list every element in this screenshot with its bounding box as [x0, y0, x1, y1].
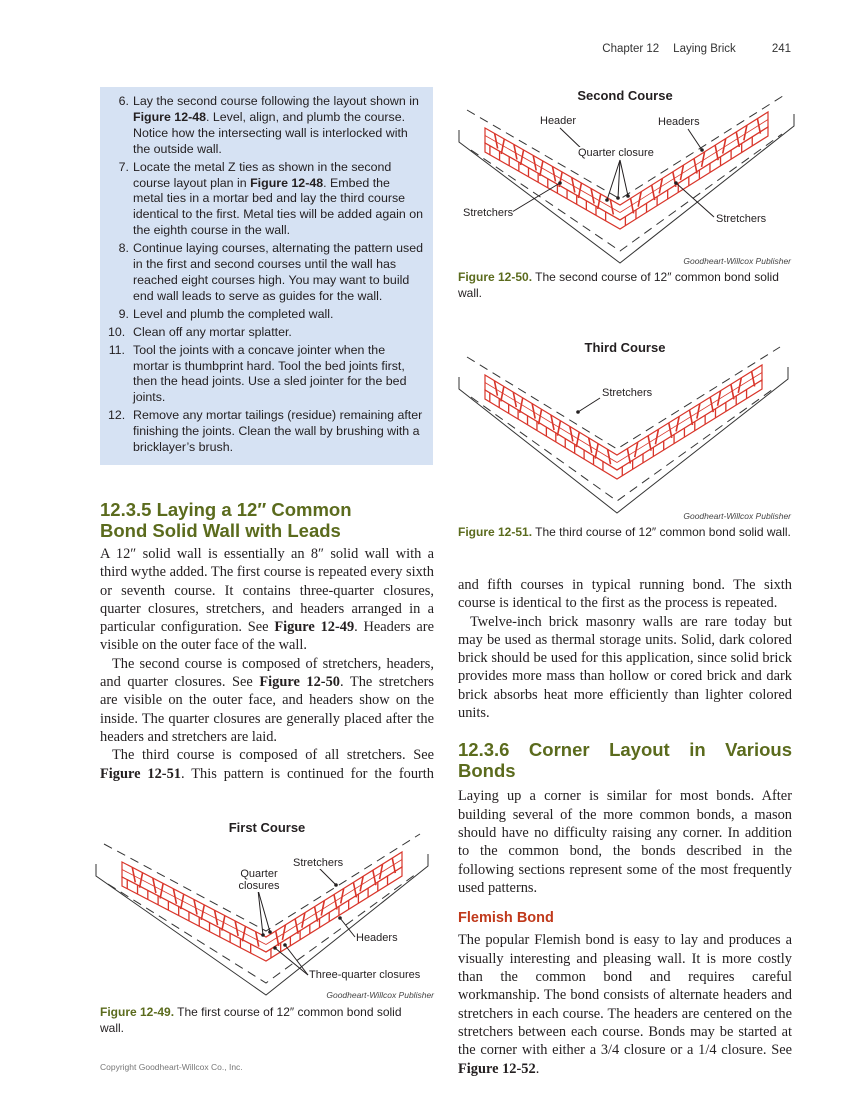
figure-ref: Figure 12-51 — [100, 765, 181, 782]
section-heading-12-3-6: 12.3.6 Corner Layout in Various Bonds — [458, 739, 792, 782]
arrowhead-icon — [605, 198, 609, 202]
procedure-steps-box — [100, 87, 433, 465]
figure-label: Stretchers — [602, 387, 653, 399]
figure-title: Second Course — [577, 88, 673, 103]
arrowhead-icon — [338, 916, 342, 920]
figure-label: Stretchers — [463, 207, 514, 219]
step-item — [108, 408, 423, 456]
figure-title: First Course — [228, 820, 306, 835]
text: . Headers are visible on the outer face of the wall. — [100, 619, 434, 654]
step-number: 9. — [118, 306, 129, 321]
leader-line — [688, 129, 702, 150]
wall-top-face — [485, 112, 768, 220]
step-item — [112, 241, 423, 305]
copyright-footer: Copyright Goodheart-Willcox Co., Inc. — [100, 1062, 243, 1072]
brick-joint — [485, 383, 617, 463]
paragraph: Laying up a corner is similar for most bonds. After building several of the more common bonds, a mason should have no difficulty raising any corner. In addition to the common bond, the bonds described in the following sections represent some of the most frequently used patterns. — [458, 788, 792, 896]
arrowhead-icon — [283, 943, 287, 947]
paragraph — [458, 931, 792, 1077]
brick-joint — [617, 373, 762, 463]
paragraph — [100, 655, 434, 746]
step-text: Continue laying courses, alternating the pattern used in the first and second courses until the wall has reached eight courses high. You may want to build end wall leads to serve as guides for the wall. — [133, 241, 423, 303]
text: . The stretchers are visible on the outer face, and headers show on the inside. The quarter closures are generally placed after the headers and stretchers are laid. — [100, 674, 434, 745]
text: . — [535, 1060, 540, 1077]
step-text: . Level, align, and plumb the course. Notice how the intersecting wall is interlocked with the outside wall. — [133, 109, 408, 156]
section-heading-12-3-5: 12.3.5 Laying a 12″ Common Bond Solid Wall with Leads — [100, 499, 352, 541]
text: . This pattern is continued for the fourth — [180, 765, 434, 782]
figure-label: Three-quarter closures — [309, 969, 421, 981]
caption-text: The third course of 12″ common bond solid wall. — [532, 525, 791, 539]
step-text: . Embed the metal ties in a mortar bed and lay the third course identical to the first. Metal ties will be added again on the eighth course in the wall. — [133, 175, 423, 238]
figure-caption — [100, 1005, 420, 1036]
text: A 12″ solid wall is essentially an 8″ solid wall with a third wythe added. The first course is repeated every sixth or seventh course. It contains three-quarter closures, quarter closures, stretchers, and headers arranged in a particular configuration. See — [100, 546, 434, 636]
step-text: Level and plumb the completed wall. — [133, 306, 334, 321]
page-number: 241 — [771, 43, 791, 55]
figure-label: Headers — [658, 116, 700, 128]
figure-caption — [458, 270, 791, 301]
figure-caption — [458, 525, 791, 541]
figure-label: Quarter closure — [578, 147, 654, 159]
step-text: Remove any mortar tailings (residue) remaining after finishing the joints. Clean the wall by brushing with a bricklayer’s brush. — [133, 408, 423, 455]
arrowhead-icon — [273, 946, 277, 950]
arrowhead-icon — [261, 933, 265, 937]
step-item — [108, 324, 423, 341]
step-number: 8. — [118, 241, 129, 256]
leader-line — [620, 160, 628, 196]
step-text: Clean off any mortar splatter. — [133, 324, 292, 339]
step-number: 10. — [108, 324, 126, 339]
text: The third course is composed of all stretchers. See — [112, 747, 434, 764]
figure-ref: Figure 12-50 — [259, 674, 340, 691]
arrowhead-icon — [626, 194, 630, 198]
leader-line — [318, 867, 336, 885]
step-item — [112, 307, 423, 323]
figure-number: Figure 12-49. — [100, 1005, 175, 1019]
step-number: 7. — [118, 159, 129, 174]
arrowhead-icon — [616, 196, 620, 200]
chapter-number: Chapter 12 — [602, 43, 660, 55]
figure-label: Stretchers — [716, 213, 767, 225]
left-column-text — [100, 545, 434, 783]
text: The second course is composed of stretchers, headers, and quarter closures. See — [100, 655, 434, 691]
arrowhead-icon — [334, 883, 338, 887]
figure-label: Header — [540, 115, 577, 127]
step-item — [112, 160, 423, 240]
arrowhead-icon — [576, 410, 580, 414]
figure-credit: Goodheart-Willcox Publisher — [683, 256, 791, 266]
figure-ref: Figure 12-48 — [133, 109, 206, 124]
figure-label: Stretchers — [293, 857, 344, 869]
arrowhead-icon — [268, 930, 272, 934]
step-item — [112, 94, 423, 158]
leader-line — [676, 183, 714, 217]
step-number: 12. — [108, 408, 126, 423]
leader-line — [258, 890, 263, 935]
right-column-text — [458, 576, 792, 1078]
arrowhead-icon — [558, 181, 562, 185]
text: The popular Flemish bond is easy to lay and produces a visually interesting and pleasing wall. It is more costly than the common bond and requires careful workmanship. The bond consists of alternate headers and stretchers in each course. The headers are centered on the stretchers between each course. Bonds may be started at the corner with either a 3/4 closure or a 1/4 closure. See — [458, 932, 792, 1059]
figure-label: Quarter closures — [234, 868, 284, 892]
figure-title: Third Course — [584, 340, 666, 355]
step-text: Locate the metal Z ties as shown in the second course layout plan in — [133, 159, 392, 190]
subheading-flemish-bond: Flemish Bond — [458, 910, 554, 927]
figure-label: Headers — [356, 932, 398, 944]
step-number: 11. — [108, 342, 125, 357]
leader-line — [578, 398, 600, 412]
step-item — [108, 342, 423, 407]
figure-ref: Figure 12-49 — [274, 619, 355, 636]
figure-ref: Figure 12-52 — [458, 1060, 536, 1077]
step-text: Tool the joints with a concave jointer when the mortar is thumbprint hard. Tool the bed joints first, then the head joints. Use a sled jointer for the bed joints. — [133, 342, 407, 405]
figure-number: Figure 12-50. — [458, 270, 533, 284]
step-number: 6. — [118, 94, 129, 108]
arrowhead-icon — [700, 148, 704, 152]
caption-text: The second course of 12″ common bond solid wall. — [458, 270, 779, 300]
caption-text: The first course of 12″ common bond solid wall. — [100, 1005, 402, 1035]
chapter-title: Laying Brick — [673, 43, 736, 55]
paragraph — [100, 545, 434, 655]
leader-line — [275, 948, 308, 975]
running-header — [588, 43, 791, 55]
step-text: Lay the second course following the layout shown in — [133, 94, 419, 108]
arrowhead-icon — [674, 181, 678, 185]
figure-number: Figure 12-51. — [458, 525, 533, 539]
leader-line — [258, 890, 270, 932]
figure-credit: Goodheart-Willcox Publisher — [326, 990, 434, 1000]
figure-ref: Figure 12-48 — [250, 175, 324, 190]
paragraph: Twelve-inch brick masonry walls are rare today but may be used as thermal storage units. Solid, dark colored brick should be used for this application, since solid brick provides more mass than hollow or cored brick and dark brick absorbs heat more efficiently than lighter colored units. — [458, 613, 792, 722]
paragraph: and fifth courses in typical running bond. The sixth course is identical to the first as the process is repeated. — [458, 577, 792, 612]
figure-credit: Goodheart-Willcox Publisher — [683, 511, 791, 521]
paragraph — [100, 746, 434, 783]
